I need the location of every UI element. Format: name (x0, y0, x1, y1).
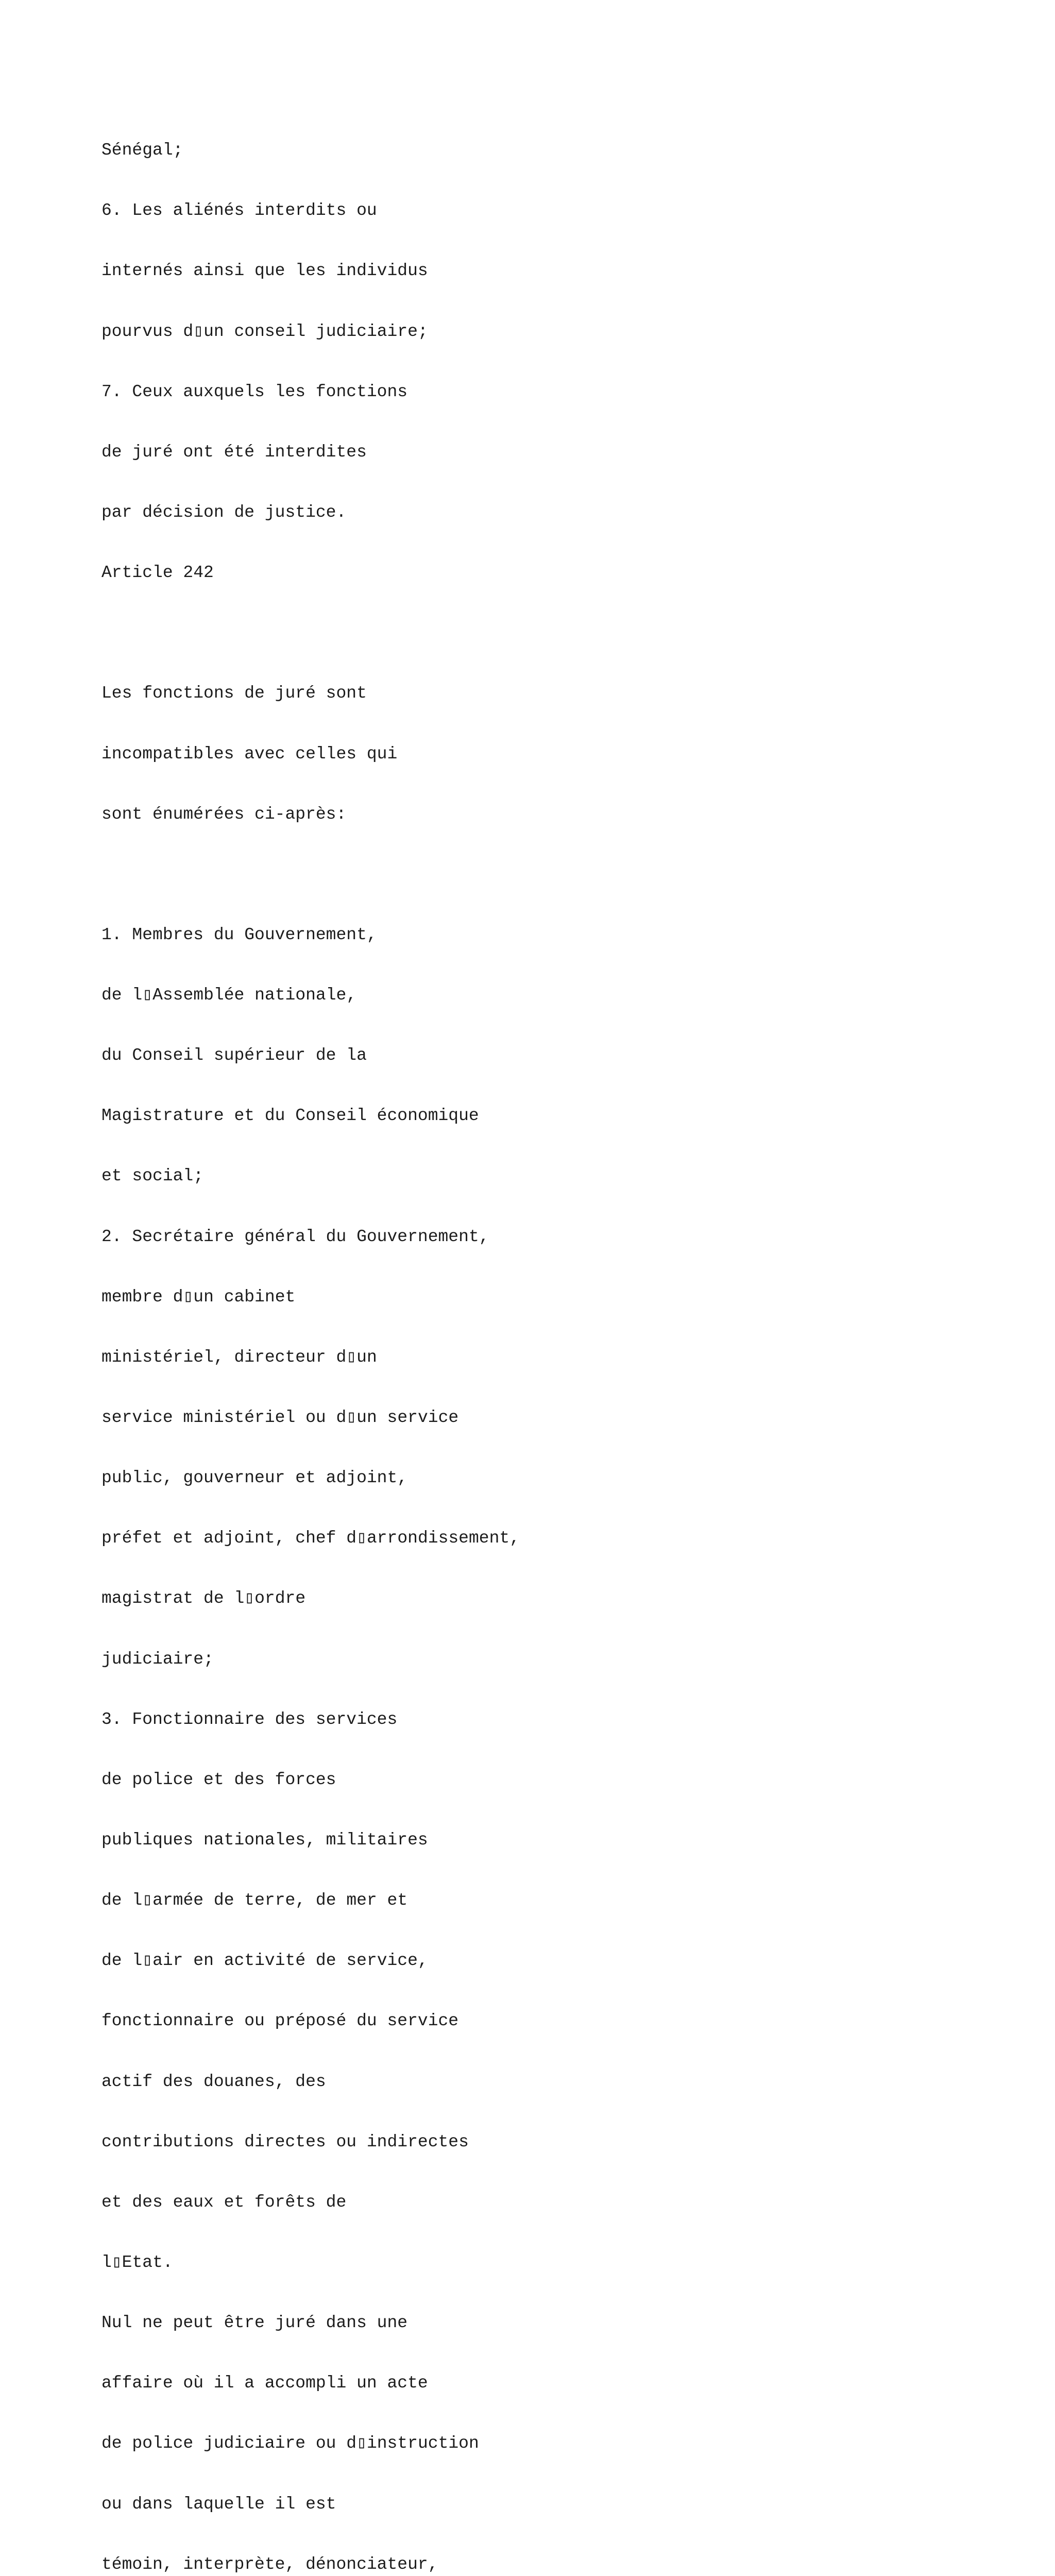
blank-line (101, 623, 520, 643)
blank-line (101, 865, 520, 885)
text-line: 1. Membres du Gouvernement, (101, 925, 377, 944)
text-line: Les fonctions de juré sont (101, 684, 367, 703)
text-line: du Conseil supérieur de la (101, 1046, 367, 1065)
text-line: pourvus d▯un conseil judiciaire; (101, 321, 428, 341)
text-line: de l▯armée de terre, de mer et (101, 1891, 408, 1910)
text-line: magistrat de l▯ordre (101, 1589, 306, 1608)
text-line: publiques nationales, militaires (101, 1831, 428, 1850)
text-line: préfet et adjoint, chef d▯arrondissement, (101, 1529, 520, 1548)
article-heading: Article 242 (101, 563, 214, 583)
text-line: témoin, interprète, dénonciateur, (101, 2554, 438, 2574)
text-line: 6. Les aliénés interdits ou (101, 201, 377, 221)
text-line: public, gouverneur et adjoint, (101, 1468, 408, 1488)
text-line: actif des douanes, des (101, 2072, 326, 2091)
text-line: de l▯Assemblée nationale, (101, 986, 357, 1005)
text-line: par décision de justice. (101, 502, 347, 522)
text-line: contributions directes ou indirectes (101, 2132, 469, 2151)
text-line: l▯Etat. (101, 2253, 173, 2273)
text-line: affaire où il a accompli un acte (101, 2374, 428, 2393)
text-line: fonctionnaire ou préposé du service (101, 2011, 459, 2031)
text-line: Magistrature et du Conseil économique (101, 1106, 479, 1126)
text-line: ou dans laquelle il est (101, 2494, 336, 2514)
text-line: sont énumérées ci-après: (101, 804, 347, 824)
text-line: Sénégal; (101, 141, 183, 160)
text-line: de police et des forces (101, 1770, 336, 1789)
text-line: de l▯air en activité de service, (101, 1951, 428, 1971)
text-line: 7. Ceux auxquels les fonctions (101, 382, 408, 401)
text-line: et social; (101, 1166, 204, 1186)
text-line: de police judiciaire ou d▯instruction (101, 2434, 479, 2453)
text-line: service ministériel ou d▯un service (101, 1408, 459, 1428)
document-body-text (101, 100, 520, 2576)
text-line: Nul ne peut être juré dans une (101, 2313, 408, 2333)
text-line: 2. Secrétaire général du Gouvernement, (101, 1227, 489, 1246)
text-line: et des eaux et forêts de (101, 2192, 347, 2212)
text-line: membre d▯un cabinet (101, 1287, 296, 1307)
text-line: de juré ont été interdites (101, 442, 367, 462)
text-line: judiciaire; (101, 1649, 214, 1669)
text-line: incompatibles avec celles qui (101, 744, 398, 764)
text-line: internés ainsi que les individus (101, 261, 428, 281)
text-line: 3. Fonctionnaire des services (101, 1709, 398, 1729)
text-line: ministériel, directeur d▯un (101, 1347, 377, 1367)
